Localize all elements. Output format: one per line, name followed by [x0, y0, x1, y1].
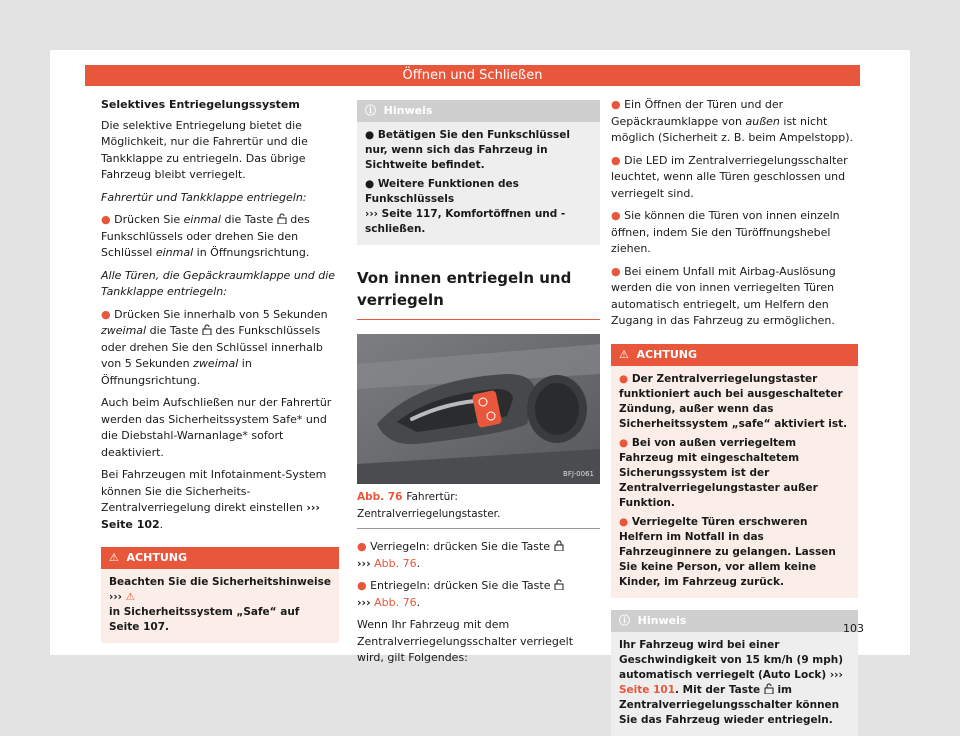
figure-link[interactable]: Abb. 76	[374, 595, 417, 609]
bullet-led: ● Die LED im Zentralverriegelungsschalter leuchtet, wenn alle Türen geschlossen und verriegelt sind.	[611, 153, 848, 200]
bullet-no-opening: ● Ein Öffnen der Türen und der Gepäckraumklappe von außen ist nicht möglich (Sicherheit z. B. beim Ampelstopp).	[611, 98, 854, 144]
warning-box	[611, 344, 858, 598]
unlock-icon	[202, 324, 212, 335]
bullet-single-press: ● Drücken Sie einmal die Taste des Funkschlüssels oder drehen Sie den Schlüssel einmal in Öffnungsrichtung.	[101, 213, 310, 259]
bullet-open-inside: ● Sie können die Türen von innen einzeln öffnen, indem Sie den Türöffnungshebel ziehen.	[611, 209, 840, 255]
bullet-icon: ●	[611, 264, 621, 278]
photo-code: BFJ-0061	[563, 469, 594, 478]
note-box	[611, 610, 858, 736]
page-link[interactable]: Seite 101	[619, 683, 675, 696]
arrow-icon: ›››	[357, 556, 371, 570]
intro-paragraph: Die selektive Entriegelung bietet die Möglichkeit, nur die Fahrertür und die Tankklappe zu entriegeln. Das übrige Fahrzeug bleibt verriegelt.	[101, 118, 308, 181]
bullet-icon: ●	[611, 153, 621, 167]
door-photo	[357, 334, 600, 484]
unlock-icon	[554, 579, 564, 590]
warning-bullet: ● Bei von außen verriegeltem Fahrzeug mit eingeschaltetem Sicherungssystem ist der Zentralverriegelungstaster außer Funktion.	[619, 436, 818, 509]
paragraph-safe: Auch beim Aufschließen nur der Fahrertür werden das Sicherheitssystem Safe* und die Diebstahl-Warnanlage* sofort deaktiviert.	[101, 396, 332, 459]
column-left	[101, 97, 339, 643]
bullet-icon: ●	[611, 209, 621, 222]
info-icon: ⓘ	[619, 613, 630, 627]
warning-text	[611, 366, 858, 598]
bullet-icon: ●	[611, 98, 621, 111]
warning-header: ⚠ ACHTUNG	[101, 547, 339, 569]
warning-bullet: ● Der Zentralverriegelungstaster funktioniert auch bei ausgeschalteter Zündung, außer wenn das Sicherheitssystem „safe“ aktiviert ist.	[619, 372, 848, 430]
column-right	[611, 97, 858, 736]
arrow-icon: ›››	[306, 501, 320, 514]
bullet-unlock: ● Entriegeln: drücken Sie die Taste ››› Abb. 76.	[357, 578, 600, 611]
paragraph-infotainment: Bei Fahrzeugen mit Infotainment-System können Sie die Sicherheits-Zentralverriegelung direkt einstellen ››› Seite 102.	[101, 468, 327, 531]
bullet-icon: ●	[357, 579, 367, 592]
note-box	[357, 100, 600, 245]
column-middle	[357, 100, 600, 673]
warning-text: Beachten Sie die Sicherheitshinweise ››› ⚠ in Sicherheitssystem „Safe“ auf Seite 107.	[109, 576, 331, 633]
unlock-icon	[764, 683, 774, 694]
door-illustration	[357, 334, 600, 484]
bullet-double-press: ● Drücken Sie innerhalb von 5 Sekunden zweimal die Taste des Funkschlüssels oder drehen Sie den Schlüssel innerhalb von 5 Sekunden zweimal in Öffnungsrichtung.	[101, 307, 328, 387]
page-number: 103	[843, 622, 864, 635]
info-icon: ⓘ	[365, 104, 376, 117]
arrow-icon: ›››	[829, 668, 843, 681]
arrow-icon: ›››	[365, 208, 378, 220]
note-header: ⓘ Hinweis	[357, 100, 600, 122]
warning-header: ⚠ ACHTUNG	[611, 344, 858, 366]
note-text	[357, 122, 600, 245]
paragraph-central-lock: Wenn Ihr Fahrzeug mit dem Zentralverriegelungsschalter verriegelt wird, gilt Folgendes:	[357, 618, 574, 664]
page-header: Öffnen und Schließen	[85, 65, 860, 86]
warning-icon: ⚠	[619, 347, 629, 361]
subheading-all-doors: Alle Türen, die Gepäckraumklappe und die Tankklappe entriegeln:	[101, 268, 336, 298]
note-bullet: ● Betätigen Sie den Funkschlüssel nur, wenn sich das Fahrzeug in Sichtweite befindet.	[365, 129, 570, 171]
bullet-lock: ● Verriegeln: drücken Sie die Taste ››› Abb. 76.	[357, 539, 600, 572]
arrow-icon: ›››	[357, 595, 371, 609]
warning-icon: ⚠	[125, 591, 136, 603]
bullet-icon: ●	[357, 540, 367, 553]
section-title: Von innen entriegeln und verriegeln	[357, 267, 600, 320]
warning-box	[101, 547, 339, 643]
lock-icon	[554, 540, 564, 551]
bullet-airbag: ● Bei einem Unfall mit Airbag-Auslösung werden die von innen verriegelten Türen automatisch entriegelt, um Helfern den Zugang in das Fahrzeug zu ermöglichen.	[611, 264, 836, 327]
warning-bullet: ● Verriegelte Türen erschweren Helfern im Notfall in das Fahrzeuginnere zu gelangen. Lassen Sie keine Person, vor allem keine Kinder, im Fahrzeug zurück.	[619, 515, 836, 588]
figure-caption: Abb. 76 Fahrertür: Zentralverriegelungstaster.	[357, 489, 600, 529]
bullet-icon: ●	[101, 213, 111, 226]
subheading-driver-door: Fahrertür und Tankklappe entriegeln:	[101, 190, 307, 204]
unlock-icon	[277, 213, 287, 224]
section-heading: Selektives Entriegelungssystem	[101, 98, 300, 111]
bullet-icon: ●	[101, 307, 111, 321]
figure-link[interactable]: Abb. 76	[374, 556, 417, 570]
warning-icon: ⚠	[109, 551, 119, 564]
arrow-icon: ›››	[109, 591, 122, 603]
note-text: Ihr Fahrzeug wird bei einer Geschwindigkeit von 15 km/h (9 mph) automatisch verriegelt (Auto Lock) ››› Seite 101. Mit der Taste im Zentralverriegelungsschalter können Sie das Fahrzeug wieder entriegeln.	[619, 638, 844, 726]
note-header: ⓘ Hinweis	[611, 610, 858, 632]
page-link[interactable]: Seite 102	[101, 517, 160, 531]
note-bullet: ● Weitere Funktionen des Funkschlüssels ››› Seite 117, Komfortöffnen und -schließen.	[365, 178, 566, 235]
